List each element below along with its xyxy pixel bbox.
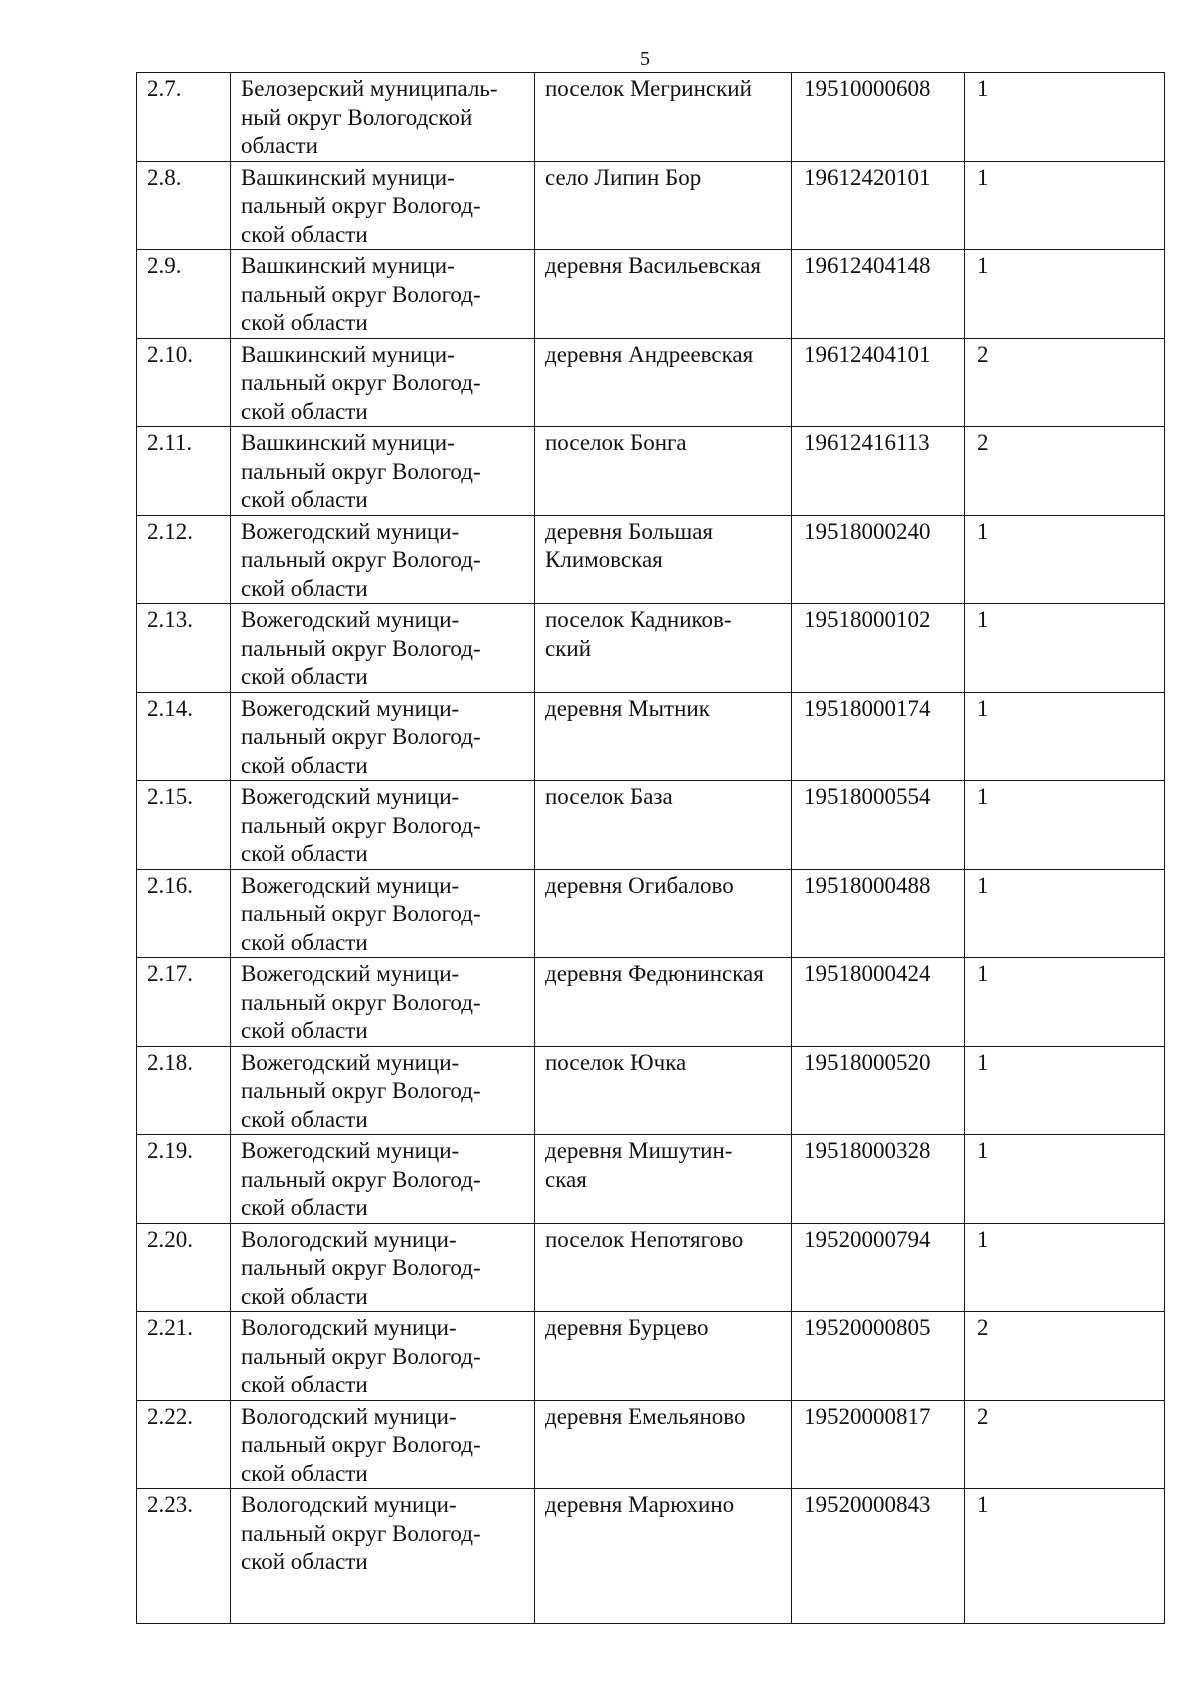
settlement-line: Климовская (545, 547, 663, 572)
settlement-cell (535, 515, 792, 604)
district-line: пальный округ Вологод- (241, 1078, 481, 1103)
district-line: Вожегодский муници- (241, 961, 460, 986)
district-cell (231, 1489, 535, 1624)
settlement-code: 19520000817 (792, 1400, 965, 1489)
district-line: пальный округ Вологод- (241, 724, 481, 749)
table-row (137, 1135, 1165, 1224)
district-line: ской области (241, 1549, 368, 1574)
district-line: пальный округ Вологод- (241, 1432, 481, 1457)
district-line: ской области (241, 398, 368, 424)
district-cell (231, 1046, 535, 1135)
district-line: Белозерский муниципаль- (241, 76, 498, 101)
district-line: Вологодский муници- (241, 1315, 457, 1340)
district-line: пальный округ Вологод- (241, 901, 481, 926)
row-number: 2.22. (137, 1400, 231, 1489)
quantity-cell: 1 (965, 958, 1165, 1047)
district-line: Вологодский муници- (241, 1492, 457, 1517)
table-row (137, 781, 1165, 870)
row-number: 2.20. (137, 1223, 231, 1312)
settlement-cell (535, 427, 792, 516)
settlement-code: 19612404148 (792, 250, 965, 339)
table-row (137, 1400, 1165, 1489)
settlement-cell (535, 692, 792, 781)
district-line: пальный округ Вологод- (241, 193, 481, 218)
settlement-line: ская (545, 1166, 587, 1192)
district-line: ской области (241, 1372, 368, 1397)
settlement-code: 19518000174 (792, 692, 965, 781)
settlement-cell (535, 338, 792, 427)
quantity-cell: 1 (965, 604, 1165, 693)
quantity-cell: 1 (965, 1489, 1165, 1624)
settlement-line: деревня Федюнинская (545, 961, 764, 986)
district-line: Вожегодский муници- (241, 695, 460, 721)
settlement-line: деревня Мишутин- (545, 1138, 733, 1163)
settlement-code: 19518000488 (792, 869, 965, 958)
district-line: ской области (241, 1283, 368, 1309)
district-line: пальный округ Вологод- (241, 812, 481, 838)
district-cell (231, 338, 535, 427)
district-cell (231, 161, 535, 250)
quantity-cell: 1 (965, 161, 1165, 250)
settlement-line: село Липин Бор (545, 164, 702, 190)
table-row (137, 515, 1165, 604)
row-number: 2.10. (137, 338, 231, 427)
page-number: 5 (640, 48, 650, 70)
district-line: пальный округ Вологод- (241, 1166, 481, 1192)
row-number: 2.12. (137, 515, 231, 604)
settlement-line: поселок Мегринский (545, 76, 752, 101)
district-line: ской области (241, 1460, 368, 1486)
district-line: пальный округ Вологод- (241, 547, 481, 572)
settlement-code: 19518000328 (792, 1135, 965, 1224)
district-line: Вожегодский муници- (241, 1138, 460, 1163)
district-cell (231, 427, 535, 516)
settlement-cell (535, 869, 792, 958)
table-row (137, 73, 1165, 162)
quantity-cell: 1 (965, 250, 1165, 339)
quantity-cell: 1 (965, 692, 1165, 781)
quantity-cell: 2 (965, 1400, 1165, 1489)
settlement-code: 19612416113 (792, 427, 965, 516)
district-line: ской области (241, 1195, 368, 1220)
row-number: 2.16. (137, 869, 231, 958)
settlement-cell (535, 1489, 792, 1624)
settlement-line: поселок Непотягово (545, 1226, 744, 1252)
district-line: Вожегодский муници- (241, 607, 460, 632)
settlement-cell (535, 161, 792, 250)
settlement-cell (535, 1400, 792, 1489)
table-row (137, 427, 1165, 516)
settlement-cell (535, 250, 792, 339)
district-line: Вожегодский муници- (241, 872, 460, 898)
quantity-cell: 1 (965, 515, 1165, 604)
settlement-line: поселок Кадников- (545, 607, 732, 632)
row-number: 2.19. (137, 1135, 231, 1224)
district-line: пальный округ Вологод- (241, 1255, 481, 1280)
settlement-code: 19518000424 (792, 958, 965, 1047)
district-line: Вашкинский муници- (241, 430, 455, 455)
district-line: пальный округ Вологод- (241, 281, 481, 307)
settlement-code: 19612420101 (792, 161, 965, 250)
settlement-code: 19510000608 (792, 73, 965, 162)
settlement-code: 19518000554 (792, 781, 965, 870)
quantity-cell: 2 (965, 427, 1165, 516)
district-cell (231, 1312, 535, 1401)
table-row (137, 1312, 1165, 1401)
district-line: Вашкинский муници- (241, 164, 455, 190)
district-cell (231, 250, 535, 339)
settlement-code: 19520000843 (792, 1489, 965, 1624)
district-line: ный округ Вологодской (241, 104, 473, 130)
settlement-line: поселок Ючка (545, 1049, 687, 1075)
quantity-cell: 1 (965, 781, 1165, 870)
settlement-cell (535, 1046, 792, 1135)
quantity-cell: 1 (965, 869, 1165, 958)
district-line: пальный округ Вологод- (241, 1520, 481, 1546)
quantity-cell: 1 (965, 1223, 1165, 1312)
settlement-cell (535, 73, 792, 162)
district-line: Вологодский муници- (241, 1226, 457, 1252)
table-body (137, 73, 1165, 1624)
settlement-line: поселок Бонга (545, 430, 687, 455)
district-line: ской области (241, 310, 368, 335)
district-line: ской области (241, 575, 368, 601)
table-row (137, 1223, 1165, 1312)
district-line: ской области (241, 487, 368, 512)
district-cell (231, 958, 535, 1047)
district-cell (231, 1223, 535, 1312)
settlement-cell (535, 1312, 792, 1401)
table-row (137, 1046, 1165, 1135)
settlement-cell (535, 1135, 792, 1224)
district-cell (231, 869, 535, 958)
table-row (137, 338, 1165, 427)
row-number: 2.21. (137, 1312, 231, 1401)
settlement-code: 19520000805 (792, 1312, 965, 1401)
district-line: пальный округ Вологод- (241, 1343, 481, 1369)
table-row (137, 869, 1165, 958)
settlement-line: деревня Марюхино (545, 1492, 735, 1517)
table-row (137, 604, 1165, 693)
settlement-code: 19518000240 (792, 515, 965, 604)
district-line: ской области (241, 1018, 368, 1043)
settlement-line: деревня Мытник (545, 695, 710, 721)
row-number: 2.15. (137, 781, 231, 870)
district-line: Вашкинский муници- (241, 341, 455, 367)
row-number: 2.23. (137, 1489, 231, 1624)
settlement-line: деревня Огибалово (545, 872, 734, 898)
quantity-cell: 2 (965, 338, 1165, 427)
row-number: 2.14. (137, 692, 231, 781)
quantity-cell: 1 (965, 1046, 1165, 1135)
district-line: пальный округ Вологод- (241, 458, 481, 484)
district-line: Вашкинский муници- (241, 253, 455, 278)
row-number: 2.9. (137, 250, 231, 339)
district-cell (231, 1400, 535, 1489)
settlement-cell (535, 781, 792, 870)
row-number: 2.8. (137, 161, 231, 250)
settlement-code: 19518000102 (792, 604, 965, 693)
table-row (137, 1489, 1165, 1624)
district-line: ской области (241, 929, 368, 955)
district-line: Вологодский муници- (241, 1403, 457, 1429)
settlements-table (136, 72, 1165, 1624)
row-number: 2.7. (137, 73, 231, 162)
district-cell (231, 692, 535, 781)
district-cell (231, 515, 535, 604)
table-row (137, 958, 1165, 1047)
settlement-line: деревня Бурцево (545, 1315, 709, 1340)
district-cell (231, 73, 535, 162)
table-row (137, 692, 1165, 781)
district-cell (231, 604, 535, 693)
settlement-line: деревня Андреевская (545, 341, 754, 367)
settlement-line: ский (545, 635, 591, 661)
settlement-cell (535, 958, 792, 1047)
settlement-code: 19520000794 (792, 1223, 965, 1312)
settlement-code: 19518000520 (792, 1046, 965, 1135)
quantity-cell: 1 (965, 1135, 1165, 1224)
district-line: Вожегодский муници- (241, 1049, 460, 1075)
settlement-cell (535, 604, 792, 693)
settlement-line: деревня Большая (545, 518, 713, 544)
quantity-cell: 1 (965, 73, 1165, 162)
row-number: 2.17. (137, 958, 231, 1047)
table-row (137, 250, 1165, 339)
district-line: ской области (241, 664, 368, 689)
row-number: 2.11. (137, 427, 231, 516)
district-cell (231, 781, 535, 870)
settlement-cell (535, 1223, 792, 1312)
district-line: ской области (241, 1106, 368, 1132)
district-line: пальный округ Вологод- (241, 635, 481, 661)
district-line: пальный округ Вологод- (241, 989, 481, 1015)
district-line: Вожегодский муници- (241, 784, 460, 809)
district-line: ской области (241, 752, 368, 778)
district-line: пальный округ Вологод- (241, 370, 481, 395)
district-line: ской области (241, 841, 368, 866)
settlement-code: 19612404101 (792, 338, 965, 427)
settlement-line: деревня Васильевская (545, 253, 761, 278)
district-line: Вожегодский муници- (241, 518, 460, 544)
district-cell (231, 1135, 535, 1224)
settlement-line: поселок База (545, 784, 673, 809)
settlement-line: деревня Емельяново (545, 1403, 746, 1429)
district-line: ской области (241, 221, 368, 247)
table-row (137, 161, 1165, 250)
row-number: 2.13. (137, 604, 231, 693)
row-number: 2.18. (137, 1046, 231, 1135)
district-line: области (241, 133, 318, 158)
quantity-cell: 2 (965, 1312, 1165, 1401)
